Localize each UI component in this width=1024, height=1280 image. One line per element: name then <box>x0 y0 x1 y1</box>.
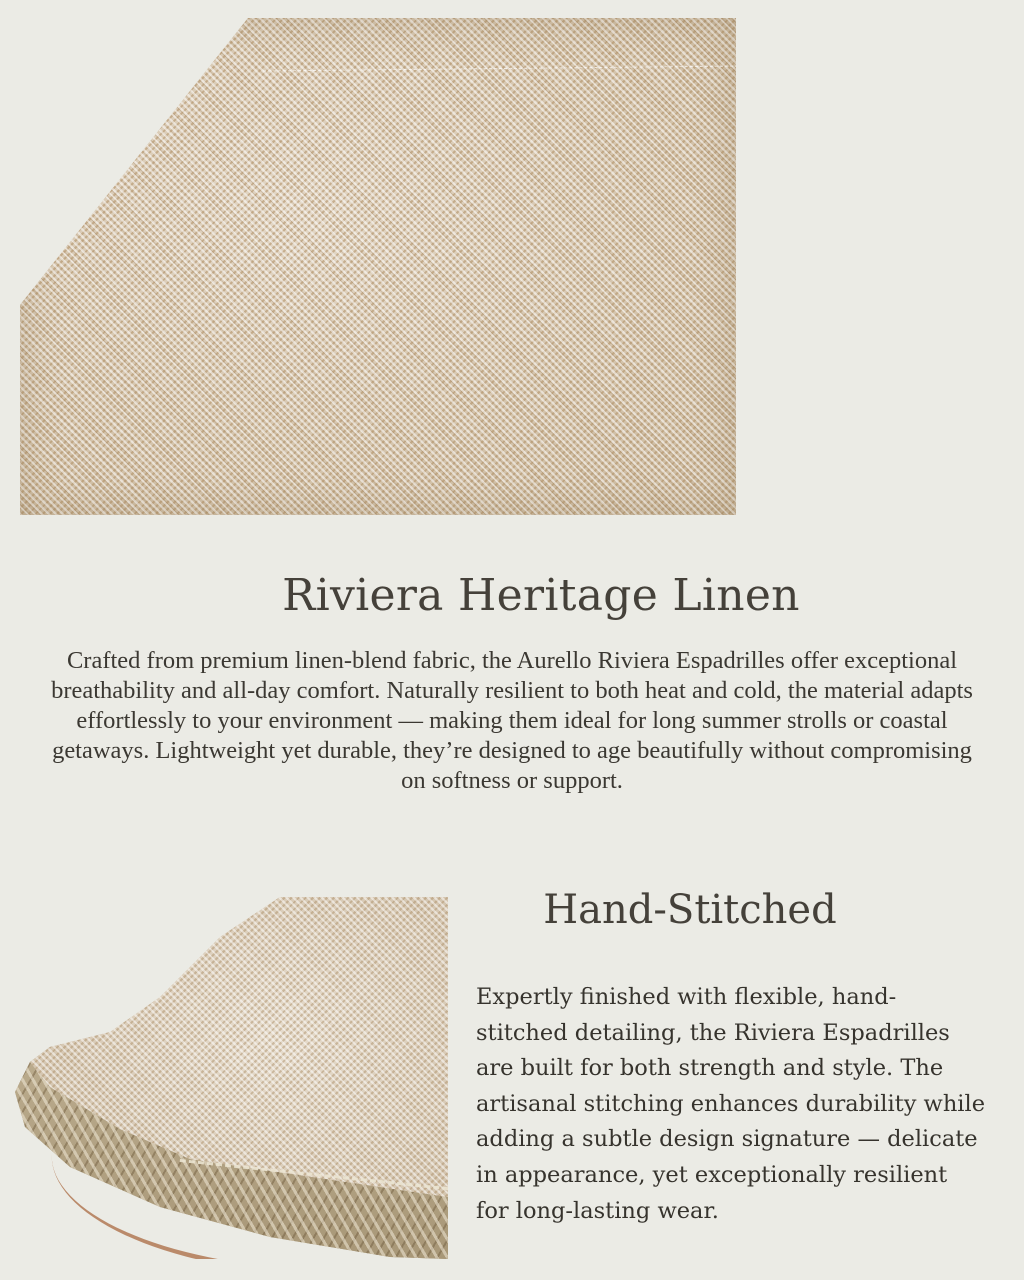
linen-section-title: Riviera Heritage Linen <box>282 570 800 621</box>
fabric-seam-line <box>263 65 743 71</box>
rubber-outsole-edge <box>48 1140 448 1259</box>
stitching-section-description: Expertly finished with flexible, hand-stitched detailing, the Riviera Espadrilles are built for both strength and style. The artisanal stitching enhances durability while adding a subtle design signature — delicate in appearance, yet exceptionally resilient for long-lasting wear. <box>476 984 986 1224</box>
espadrille-toe-image <box>10 897 448 1259</box>
stitching-section-title: Hand-Stitched <box>543 887 837 933</box>
linen-fabric-image <box>20 18 736 515</box>
linen-section-description: Crafted from premium linen-blend fabric, the Aurello Riviera Espadrilles offer exceptional breathability and all-day comfort. Naturally resilient to both heat and cold, the material adapts effortlessly to your environment — making them ideal for long summer strolls or coastal getaways. Lightweight yet durable, they’re designed to age beautifully without compromising on softness or support. <box>51 647 973 794</box>
